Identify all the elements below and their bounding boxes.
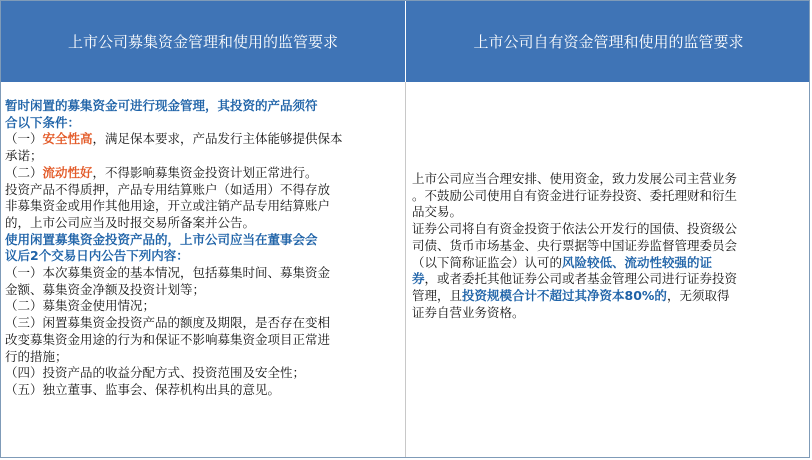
disclosure-item-3: （三）闲置募集资金投资产品的额度及期限，是否存在变相	[5, 315, 331, 331]
table-header	[1, 1, 809, 82]
own-funds-para-1-cont: 。不鼓励公司使用自有资金进行证券投资、委托理财和衍生	[412, 187, 738, 203]
board-disclosure-intro-cont: 议后2个交易日内公告下列内容：	[5, 248, 189, 264]
conditions-intro-cont: 合以下条件：	[5, 114, 81, 130]
low-risk-emphasis-end: 券	[412, 271, 425, 287]
disclosure-item-3-cont: 改变募集资金用途的行为和保证不影响募集资金项目正常进	[5, 331, 331, 347]
securities-para: 证券公司将自有资金投资于依法公开发行的国债、投资级公	[412, 221, 738, 237]
disclosure-item-2: （二）募集资金使用情况；	[5, 298, 156, 314]
net-capital-limit-emphasis: 投资规模合计不超过其净资本80%的	[462, 287, 667, 303]
header-own-funds: 上市公司自有资金管理和使用的监管要求	[473, 33, 744, 51]
securities-para-line3: （以下简称证监会）认可的风险较低、流动性较强的证	[412, 254, 713, 270]
disclosure-item-3-end: 行的措施；	[5, 348, 68, 364]
condition-2-emphasis: 流动性好	[42, 164, 93, 180]
securities-para-end: 证券自营业务资格。	[412, 304, 525, 320]
condition-1-cont: 承诺；	[5, 148, 43, 164]
own-funds-para-1: 上市公司应当合理安排、使用资金，致力发展公司主营业务	[412, 171, 738, 186]
disclosure-item-1-cont: 金额、募集资金净额及投资计划等；	[5, 281, 206, 297]
own-funds-requirements	[406, 82, 810, 457]
own-funds-para-1-end: 品交易。	[412, 204, 463, 220]
board-disclosure-intro: 使用闲置募集资金投资产品的，上市公司应当在董事会会	[5, 231, 318, 247]
securities-para-cont: 司债、货币市场基金、央行票据等中国证券监督管理委员会	[412, 237, 738, 253]
condition-1-emphasis: 安全性高	[42, 131, 93, 147]
conditions-intro: 暂时闲置的募集资金可进行现金管理，其投资的产品须符	[5, 98, 318, 113]
raised-funds-requirements	[1, 82, 406, 457]
securities-para-line4: 券，或者委托其他证券公司或者基金管理公司进行证券投资	[412, 271, 738, 287]
condition-1: （一）安全性高，满足保本要求，产品发行主体能够提供保本	[5, 131, 343, 147]
pledge-rule-cont: 非募集资金或用作其他用途，开立或注销产品专用结算账户	[5, 198, 331, 214]
pledge-rule-end: 的，上市公司应当及时报交易所备案并公告。	[5, 214, 256, 230]
securities-para-line5: 管理，且投资规模合计不超过其净资本80%的，无须取得	[412, 287, 730, 303]
condition-2: （二）流动性好，不得影响募集资金投资计划正常进行。	[5, 164, 318, 180]
header-raised-funds: 上市公司募集资金管理和使用的监管要求	[1, 1, 406, 82]
disclosure-item-5: （五）独立董事、监事会、保荐机构出具的意见。	[5, 381, 281, 397]
disclosure-item-1: （一）本次募集资金的基本情况，包括募集时间、募集资金	[5, 265, 331, 281]
pledge-rule: 投资产品不得质押，产品专用结算账户（如适用）不得存放	[5, 181, 331, 197]
disclosure-item-4: （四）投资产品的收益分配方式、投资范围及安全性；	[5, 365, 306, 381]
low-risk-emphasis: 风险较低、流动性较强的证	[562, 254, 713, 270]
table-body	[1, 82, 809, 457]
